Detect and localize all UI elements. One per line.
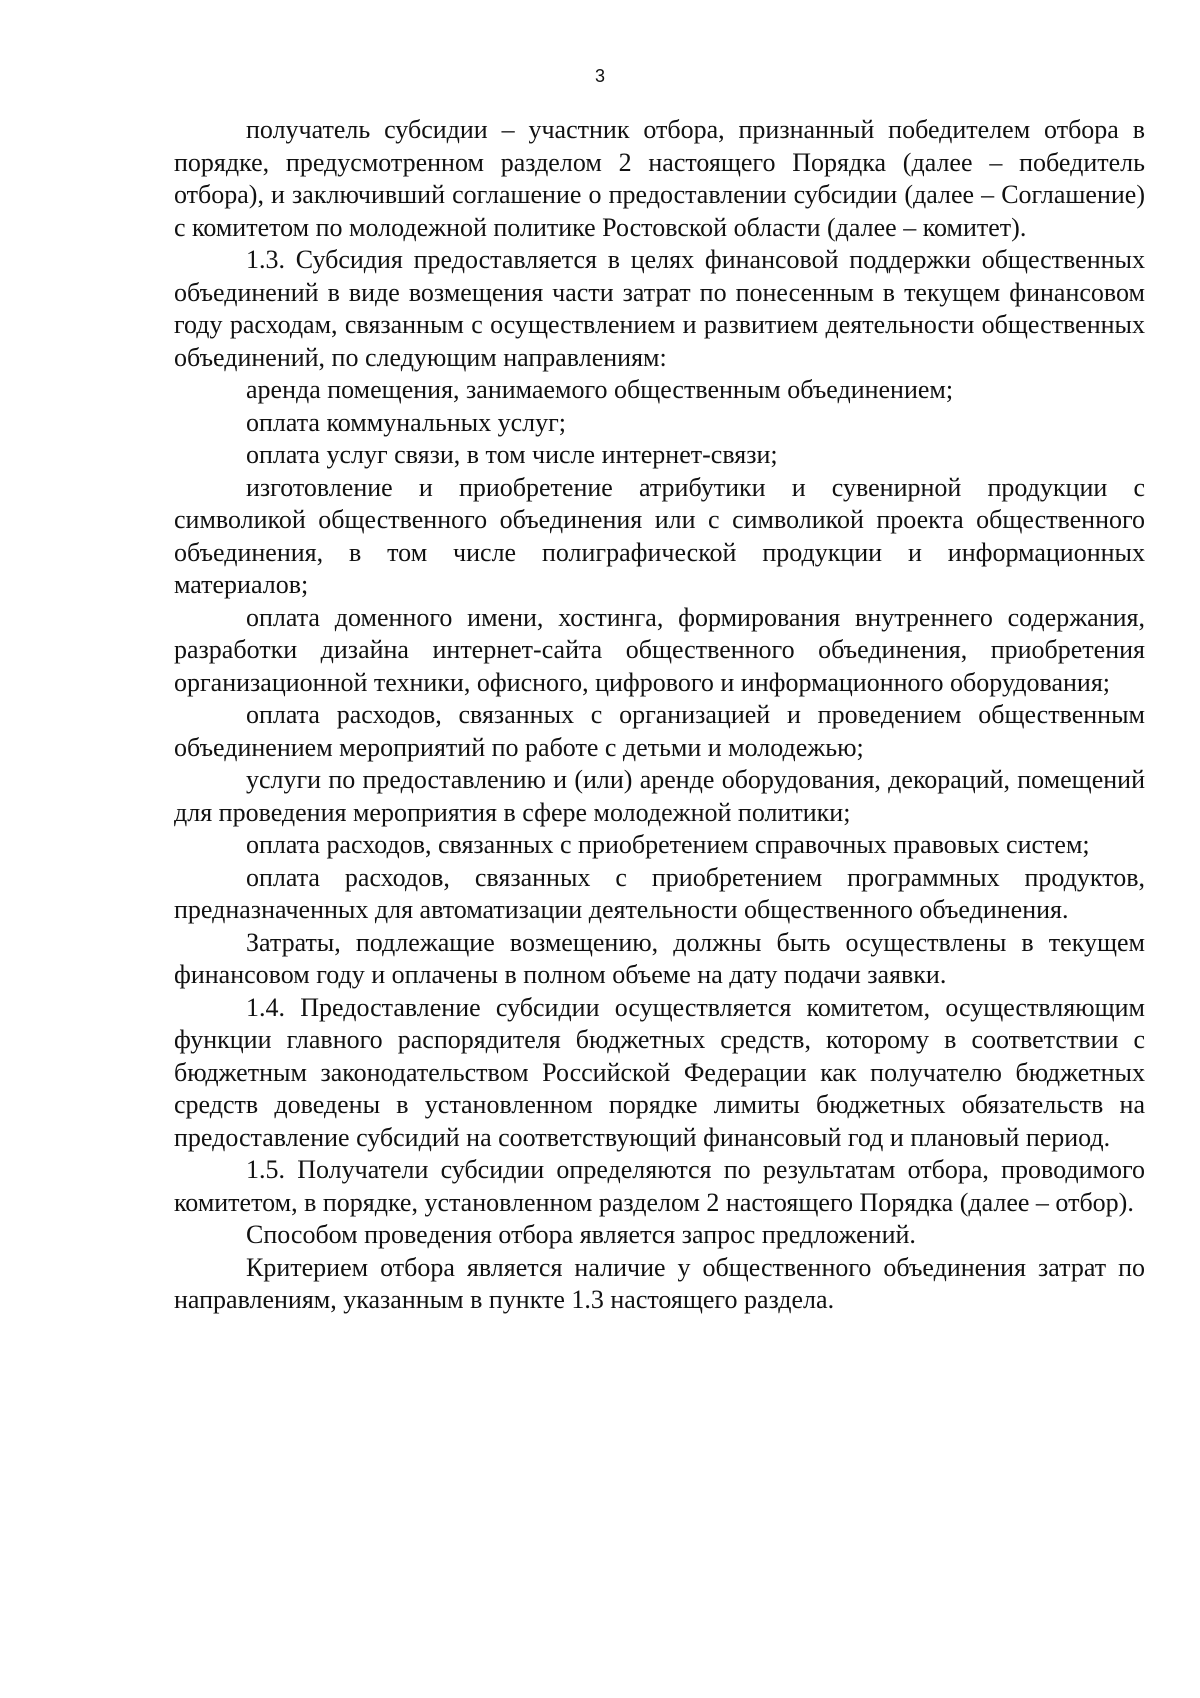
paragraph-recipient-definition: получатель субсидии – участник отбора, признанный победителем отбора в порядке, предусмотренном разделом 2 настоящего Порядка (далее – победитель отбора), и заключивший соглашение о предоставлении субсидии (далее – Соглашение) с комитетом по молодежной политике Ростовской области (далее – комитет). <box>174 115 1145 242</box>
paragraph-costs: Затраты, подлежащие возмещению, должны быть осуществлены в текущем финансовом году и оплачены в полном объеме на дату подачи заявки. <box>174 927 1145 989</box>
paragraph-communications: оплата услуг связи, в том числе интернет-связи; <box>246 440 778 469</box>
paragraph-events: оплата расходов, связанных с организацией и проведением общественным объединением мероприятий по работе с детьми и молодежью; <box>174 700 1145 762</box>
paragraph-selection-method: Способом проведения отбора является запрос предложений. <box>246 1220 916 1249</box>
paragraph-1-3: 1.3. Субсидия предоставляется в целях финансовой поддержки общественных объединений в виде возмещения части затрат по понесенным в текущем финансовом году расходам, связанным с осуществлением и развитием деятельности общественных объединений, по следующим направлениям: <box>174 245 1145 372</box>
paragraph-attributes: изготовление и приобретение атрибутики и сувенирной продукции с символикой общественного объединения или с символикой проекта общественного объединения, в том числе полиграфической продукции и информационных материалов; <box>174 472 1145 599</box>
paragraph-rent: аренда помещения, занимаемого общественным объединением; <box>246 375 954 404</box>
paragraph-legal-systems: оплата расходов, связанных с приобретением справочных правовых систем; <box>246 830 1090 859</box>
paragraph-selection-criterion: Критерием отбора является наличие у общественного объединения затрат по направлениям, указанным в пункте 1.3 настоящего раздела. <box>174 1252 1145 1314</box>
paragraph-1-5: 1.5. Получатели субсидии определяются по результатам отбора, проводимого комитетом, в порядке, установленном разделом 2 настоящего Порядка (далее – отбор). <box>174 1155 1145 1217</box>
paragraph-1-4: 1.4. Предоставление субсидии осуществляется комитетом, осуществляющим функции главного распорядителя бюджетных средств, которому в соответствии с бюджетным законодательством Российской Федерации как получателю бюджетных средств доведены в установленном порядке лимиты бюджетных обязательств на предоставление субсидий на соответствующий финансовый год и плановый период. <box>174 992 1145 1152</box>
paragraph-software: оплата расходов, связанных с приобретением программных продуктов, предназначенных для автоматизации деятельности общественного объединения. <box>174 862 1145 924</box>
paragraph-equipment-rental: услуги по предоставлению и (или) аренде оборудования, декораций, помещений для проведения мероприятия в сфере молодежной политики; <box>174 765 1145 827</box>
document-body <box>174 114 1145 1317</box>
paragraph-utilities: оплата коммунальных услуг; <box>246 407 566 437</box>
page-number: 3 <box>594 66 605 86</box>
paragraph-domain-hosting: оплата доменного имени, хостинга, формирования внутреннего содержания, разработки дизайна интернет-сайта общественного объединения, приобретения организационной техники, офисного, цифрового и информационного оборудования; <box>174 602 1145 697</box>
